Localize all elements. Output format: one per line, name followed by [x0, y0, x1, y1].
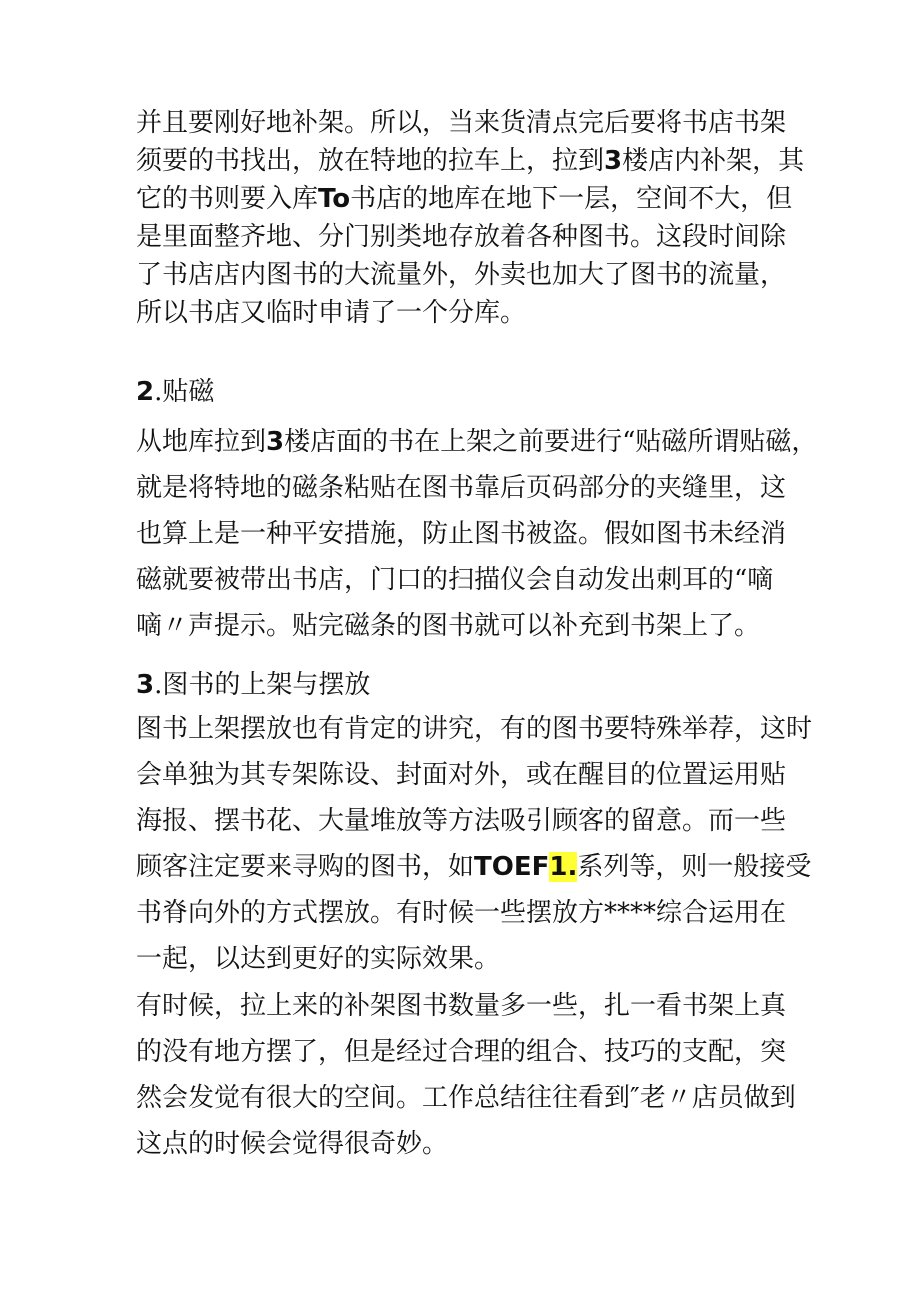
text-line: 会单独为其专架陈设、封面对外，或在醒目的位置运用贴	[136, 760, 787, 790]
paragraph-intro	[136, 104, 805, 332]
text-line: 一起，以达到更好的实际效果。	[136, 944, 501, 974]
text-line: 然会发觉有很大的空间。工作总结往往看到″老〃店员做到	[136, 1083, 796, 1113]
text-line: 所以书店又临时申请了一个分库。	[136, 298, 527, 328]
text-run: 它的书则要入库	[136, 184, 319, 214]
text-line	[136, 180, 796, 218]
text-line: 图书上架摆放也有肯定的讲究，有的图书要特殊举荐，这时	[136, 714, 813, 744]
heading-title: .图书的上架与摆放	[154, 670, 371, 700]
text-run: 系列等，则一般接受	[577, 852, 812, 882]
heading-number: 2	[136, 377, 155, 407]
text-line: 的没有地方摆了，但是经过合理的组合、技巧的支配，突	[136, 1037, 787, 1067]
text-line: 海报、摆书花、大量堆放等方法吸引顾客的留意。而一些	[136, 806, 787, 836]
heading-title: .贴磁	[154, 377, 215, 407]
text-line	[136, 142, 805, 180]
text-line	[136, 419, 818, 465]
paragraph-shelving	[136, 706, 813, 982]
text-line: 并且要刚好地补架。所以，当来货清点完后要将书店书架	[136, 108, 787, 138]
text-run: To	[318, 184, 351, 214]
text-run: TOEF	[474, 852, 550, 882]
text-line	[136, 844, 812, 890]
heading-number: 3	[136, 670, 155, 700]
paragraph-space	[136, 983, 796, 1167]
text-run: 书店的地库在地下一层，空间不大，但	[350, 184, 793, 214]
text-run: 从地库拉到	[136, 427, 267, 457]
section-heading-3	[136, 665, 796, 705]
section-heading-2	[136, 373, 796, 411]
text-line: 是里面整齐地、分门别类地存放着各种图书。这段时间除	[136, 222, 787, 252]
text-line: 就是将特地的磁条粘贴在图书靠后页码部分的夹缝里，这	[136, 473, 787, 503]
text-run: 楼店面的书在上架之前要进行“贴磁所谓贴磁，	[284, 427, 818, 457]
heading-line	[136, 665, 796, 705]
paragraph-magnetic	[136, 419, 818, 649]
highlighted-text: 1.	[549, 852, 578, 882]
text-run: 楼店内补架，其	[622, 146, 805, 176]
text-line: 也算上是一种平安措施，防止图书被盗。假如图书未经消	[136, 519, 787, 549]
text-line: 嘀〃声提示。贴完磁条的图书就可以补充到书架上了。	[136, 611, 761, 641]
text-run: 须要的书找出，放在特地的拉车上，拉到	[136, 146, 605, 176]
text-line: 磁就要被带出书店，门口的扫描仪会自动发出刺耳的“嘀	[136, 565, 774, 595]
text-line: 这点的时候会觉得很奇妙。	[136, 1129, 449, 1159]
heading-line	[136, 373, 796, 411]
text-line: 书脊向外的方式摆放。有时候一些摆放方****综合运用在	[136, 898, 787, 928]
text-line: 了书店店内图书的大流量外，外卖也加大了图书的流量，	[136, 260, 787, 290]
text-run: 3	[604, 146, 623, 176]
text-run: 3	[266, 427, 285, 457]
text-run: 顾客注定要来寻购的图书，如	[136, 852, 475, 882]
text-line: 有时候，拉上来的补架图书数量多一些，扎一看书架上真	[136, 991, 787, 1021]
